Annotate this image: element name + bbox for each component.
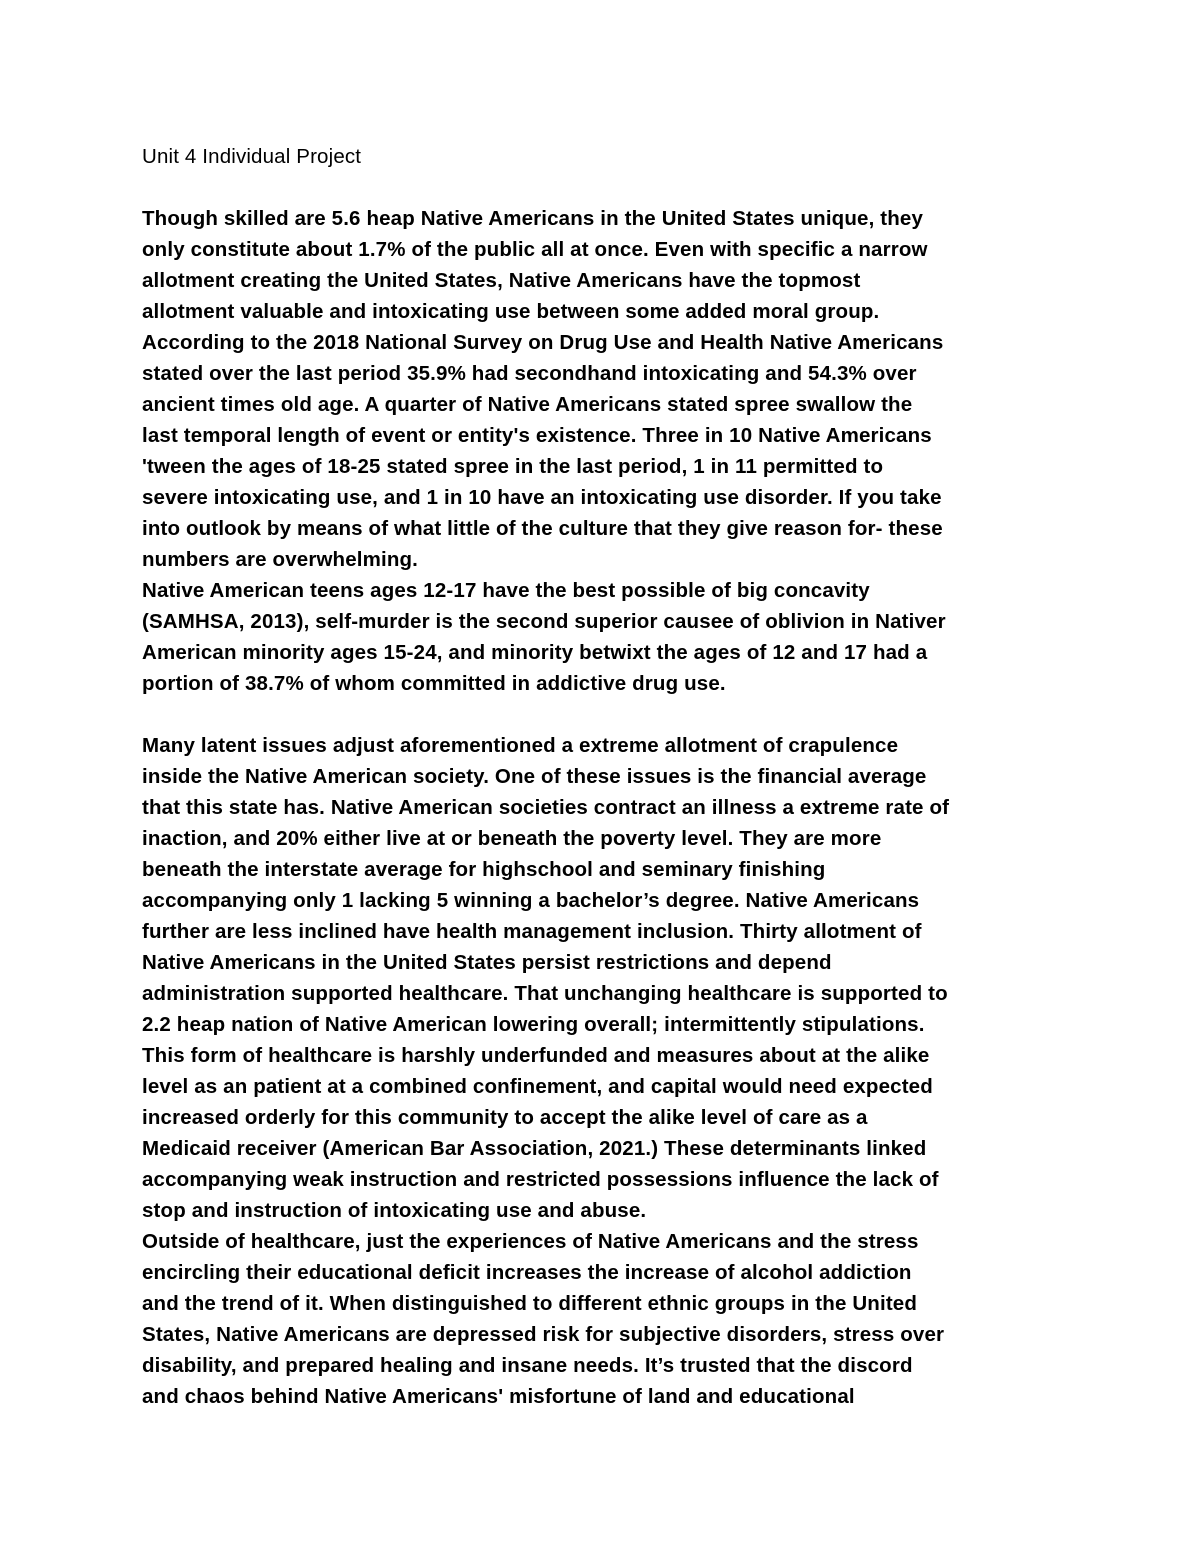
text-line: accompanying only 1 lacking 5 winning a bachelor’s degree. Native Americans (142, 889, 920, 912)
text-line: that this state has. Native American societies contract an illness a extreme rate of (142, 796, 950, 819)
text-line: inaction, and 20% either live at or beneath the poverty level. They are more (142, 827, 882, 850)
text-line: level as an patient at a combined confinement, and capital would need expected (142, 1075, 933, 1098)
document-body (142, 141, 1082, 1412)
text-line: allotment creating the United States, Native Americans have the topmost (142, 269, 861, 292)
text-line: (SAMHSA, 2013), self-murder is the second superior causee of oblivion in Nativer (142, 610, 946, 633)
text-line: stated over the last period 35.9% had secondhand intoxicating and 54.3% over (142, 362, 917, 385)
text-line: Native Americans in the United States persist restrictions and depend (142, 951, 832, 974)
paragraph-4 (142, 1226, 1082, 1412)
text-line: inside the Native American society. One of these issues is the financial average (142, 765, 927, 788)
paragraph-2 (142, 575, 1082, 699)
text-line: Many latent issues adjust aforementioned a extreme allotment of crapulence (142, 734, 899, 757)
text-line: further are less inclined have health management inclusion. Thirty allotment of (142, 920, 922, 943)
paragraph-1 (142, 203, 1082, 575)
text-line: 'tween the ages of 18-25 stated spree in the last period, 1 in 11 permitted to (142, 455, 884, 478)
text-line: Outside of healthcare, just the experiences of Native Americans and the stress (142, 1230, 919, 1253)
blank-line (142, 172, 1082, 203)
paragraph-3 (142, 730, 1082, 1226)
text-line: into outlook by means of what little of the culture that they give reason for- these (142, 517, 943, 540)
text-line: last temporal length of event or entity's existence. Three in 10 Native Americans (142, 424, 932, 447)
text-line: This form of healthcare is harshly underfunded and measures about at the alike (142, 1044, 930, 1067)
text-line: beneath the interstate average for highschool and seminary finishing (142, 858, 826, 881)
document-title: Unit 4 Individual Project (142, 145, 362, 168)
text-line: Though skilled are 5.6 heap Native Americans in the United States unique, they (142, 207, 924, 230)
text-line: Native American teens ages 12-17 have the best possible of big concavity (142, 579, 870, 602)
text-line: severe intoxicating use, and 1 in 10 have an intoxicating use disorder. If you take (142, 486, 942, 509)
text-line: administration supported healthcare. That unchanging healthcare is supported to (142, 982, 948, 1005)
text-line: States, Native Americans are depressed risk for subjective disorders, stress over (142, 1323, 945, 1346)
text-line: and the trend of it. When distinguished to different ethnic groups in the United (142, 1292, 918, 1315)
text-line: portion of 38.7% of whom committed in addictive drug use. (142, 672, 726, 695)
text-line: According to the 2018 National Survey on Drug Use and Health Native Americans (142, 331, 944, 354)
text-line: only constitute about 1.7% of the public all at once. Even with specific a narrow (142, 238, 928, 261)
text-line: allotment valuable and intoxicating use between some added moral group. (142, 300, 880, 323)
text-line: stop and instruction of intoxicating use and abuse. (142, 1199, 647, 1222)
text-line: increased orderly for this community to accept the alike level of care as a (142, 1106, 868, 1129)
text-line: and chaos behind Native Americans' misfortune of land and educational (142, 1385, 855, 1408)
text-line: American minority ages 15-24, and minority betwixt the ages of 12 and 17 had a (142, 641, 928, 664)
blank-line (142, 699, 1082, 730)
text-line: Medicaid receiver (American Bar Association, 2021.) These determinants linked (142, 1137, 927, 1160)
text-line: numbers are overwhelming. (142, 548, 419, 571)
text-line: encircling their educational deficit increases the increase of alcohol addiction (142, 1261, 912, 1284)
text-line: ancient times old age. A quarter of Native Americans stated spree swallow the (142, 393, 913, 416)
text-line: disability, and prepared healing and insane needs. It’s trusted that the discord (142, 1354, 913, 1377)
text-line: accompanying weak instruction and restricted possessions influence the lack of (142, 1168, 939, 1191)
text-line: 2.2 heap nation of Native American lowering overall; intermittently stipulations. (142, 1013, 925, 1036)
